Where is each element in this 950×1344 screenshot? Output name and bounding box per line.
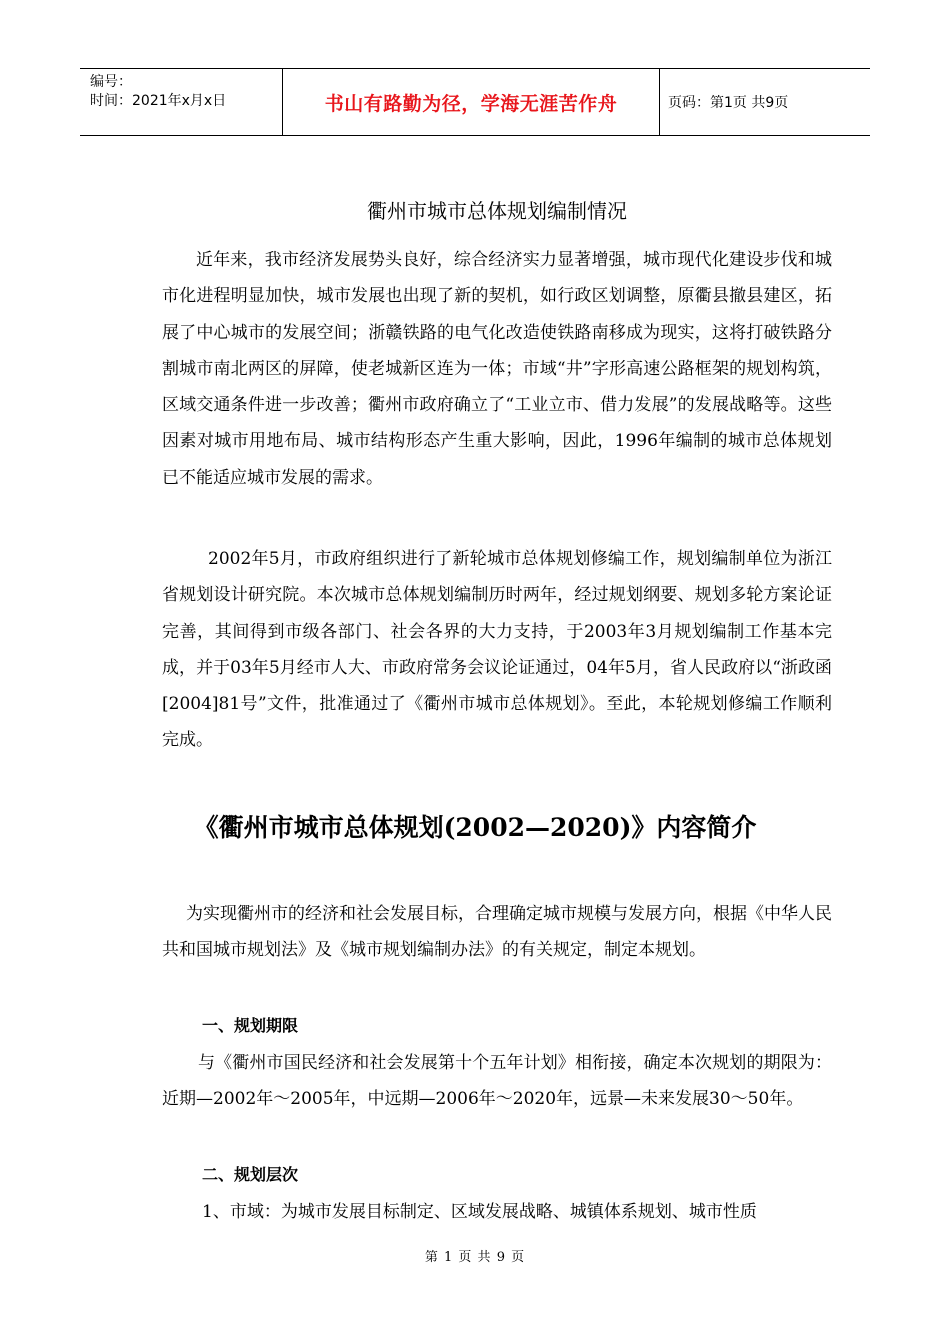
page-header	[80, 68, 870, 136]
paragraph-2: 2002年5月，市政府组织进行了新轮城市总体规划修编工作，规划编制单位为浙江省规划设计研究院。本次城市总体规划编制历时两年，经过规划纲要、规划多轮方案论证完善，其间得到市级各部门、社会各界的大力支持，于2003年3月规划编制工作基本完成，并于03年5月经市人大、市政府常务会议论证通过，04年5月，省人民政府以“浙政函[2004]81号”文件，批准通过了《衢州市城市总体规划》。至此，本轮规划修编工作顺利完成。	[162, 549, 832, 751]
paragraph-5: 1、市域：为城市发展目标制定、区域发展战略、城镇体系规划、城市性质	[202, 1202, 757, 1222]
header-motto: 书山有路勤为径，学海无涯苦作舟	[282, 69, 660, 135]
paragraph-4: 与《衢州市国民经济和社会发展第十个五年计划》相衔接，确定本次规划的期限为：近期—2002年～2005年，中远期—2006年～2020年，远景—未来发展30～50年。	[162, 1053, 832, 1110]
heading-planning-period: 一、规划期限	[202, 1016, 299, 1035]
paragraph-3: 为实现衢州市的经济和社会发展目标，合理确定城市规模与发展方向，根据《中华人民共和国城市规划法》及《城市规划编制办法》的有关规定，制定本规划。	[162, 904, 832, 961]
page-footer: 第 1 页 共 9 页	[424, 1250, 526, 1265]
time-label: 时间：2021年x月x日	[90, 93, 227, 109]
header-meta	[80, 69, 282, 135]
heading-planning-levels: 二、规划层次	[202, 1165, 299, 1184]
document-title: 衢州市城市总体规划编制情况	[367, 199, 627, 223]
header-page-info: 页码：第1页 共9页	[668, 95, 789, 111]
paragraph-1: 近年来，我市经济发展势头良好，综合经济实力显著增强，城市现代化建设步伐和城市化进程明显加快，城市发展也出现了新的契机，如行政区划调整，原衢县撤县建区，拓展了中心城市的发展空间；浙赣铁路的电气化改造使铁路南移成为现实，这将打破铁路分割城市南北两区的屏障，使老城新区连为一体；市域“井”字形高速公路框架的规划构筑，区域交通条件进一步改善；衢州市政府确立了“工业立市、借力发展”的发展战略等。这些因素对城市用地布局、城市结构形态产生重大影响，因此，1996年编制的城市总体规划已不能适应城市发展的需求。	[162, 250, 832, 488]
section-title: 《衢州市城市总体规划(2002—2020)》内容简介	[193, 813, 757, 842]
number-label: 编号：	[90, 74, 132, 90]
